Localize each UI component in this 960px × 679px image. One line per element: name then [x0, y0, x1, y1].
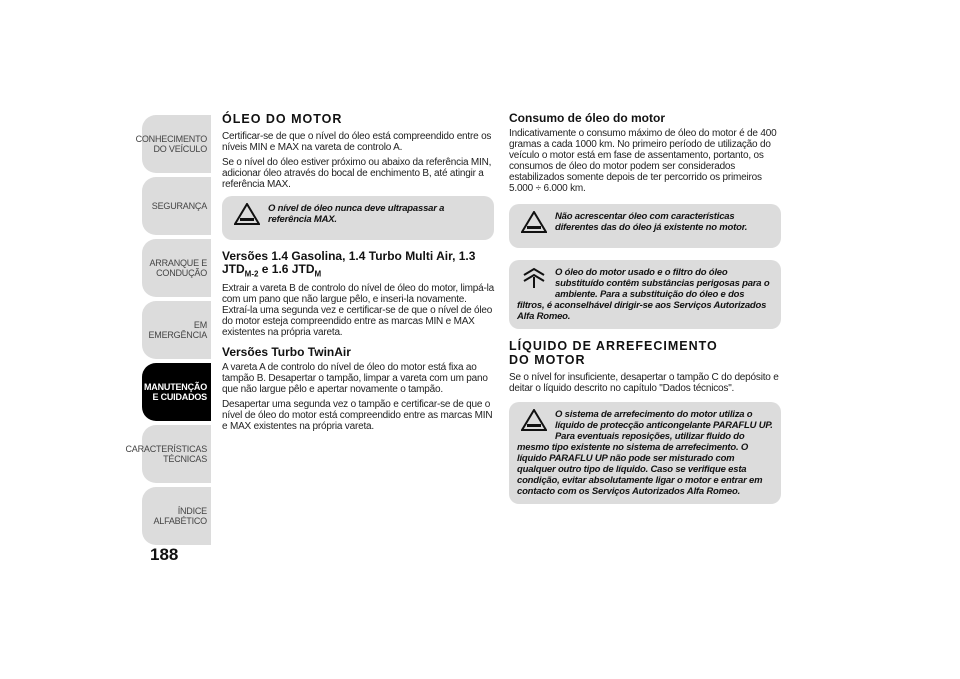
warning-note: [222, 196, 494, 240]
right-column: [509, 112, 781, 514]
tab-label: ÍNDICE ALFABÉTICO: [153, 506, 207, 526]
environment-chevron-icon: [521, 267, 547, 289]
page-number: 188: [150, 545, 179, 564]
section-title-oleo-do-motor: ÓLEO DO MOTOR: [222, 112, 343, 126]
subsection-title-twinair: Versões Turbo TwinAir: [222, 345, 351, 360]
paragraph: Se o nível do óleo estiver próximo ou abaixo da referência MIN, adicionar óleo através do bocal de enchimento B, até atingir a referência MAX.: [222, 157, 492, 190]
tab-manutencao-e-cuidados[interactable]: [142, 363, 211, 421]
tab-arranque-e-conducao[interactable]: [142, 239, 211, 297]
tab-conhecimento-do-veiculo[interactable]: [135, 115, 211, 173]
warning-note: [509, 204, 781, 248]
paragraph: Se o nível for insuficiente, desapertar o tampão C do depósito e deitar o líquido descrito no capítulo "Dados técnicos".: [509, 372, 779, 394]
paragraph: Desapertar uma segunda vez o tampão e certificar-se de que o nível de óleo do motor está compreendido entre as marcas MIN e MAX existentes na própria vareta.: [222, 399, 493, 433]
subsection-title: [222, 250, 494, 280]
paragraph: Indicativamente o consumo máximo de óleo do motor é de 400 gramas a cada 1000 km. No primeiro período de utilização do veículo o motor está em fase de assentamento, portanto, os consumos de óleo do motor podem ser considerados estabilizados somente depois de ter percorrido os primeiros 5.000 ÷ 6.000 km.: [509, 128, 777, 194]
tab-em-emergencia[interactable]: [142, 301, 211, 359]
tab-label: ARRANQUE E CONDUÇÃO: [149, 258, 207, 278]
tab-seguranca[interactable]: [142, 177, 211, 235]
section-title-liquido-arrefecimento: LÍQUIDO DE ARREFECIMENTO DO MOTOR: [509, 339, 718, 367]
warning-triangle-icon: [521, 409, 547, 431]
warning-triangle-icon: [234, 203, 260, 225]
tab-label: EM EMERGÊNCIA: [148, 320, 207, 340]
warning-triangle-icon: [521, 211, 547, 233]
paragraph: Extrair a vareta B de controlo do nível de óleo do motor, limpá-la com um pano que não largue pêlo, e inseri-la novamente. Extraí-la uma segunda vez e certificar-se de que o nível de óleo do motor esteja compreendido entre as marcas MIN e MAX existentes na própria vareta.: [222, 283, 494, 339]
warning-note: [509, 402, 781, 504]
subsection-title-text: Versões 1.4 Gasolina, 1.4 Turbo Multi Air, 1.3 JTD: [222, 249, 476, 276]
tab-label: CARACTERÍSTICAS TÉCNICAS: [125, 444, 207, 464]
subsection-title-text: e 1.6 JTD: [258, 262, 315, 276]
warning-text: O sistema de arrefecimento do motor utiliza o líquido de protecção anticongelante PARAFLU UP. Para eventuais reposições, utilizar fluido do mesmo tipo existente no sistema de arrefecimento. O líquido PARAFLU UP não pode ser misturado com qualquer outro tipo de líquido. Caso se verifique esta condição, evitar absolutamente ligar o motor e entrar em contacto com os Serviços Autorizados Alfa Romeo.: [517, 409, 773, 497]
tab-indice-alfabetico[interactable]: [142, 487, 211, 545]
subsection-title-consumo: Consumo de óleo do motor: [509, 111, 665, 125]
tab-caracteristicas-tecnicas[interactable]: [125, 425, 211, 483]
warning-text: O nível de óleo nunca deve ultrapassar a referência MAX.: [268, 203, 445, 225]
environment-text: O óleo do motor usado e o filtro do óleo substituído contêm substâncias perigosas para o ambiente. Para a substituição do óleo e dos filtros, é aconselhável dirigir-se aos Serviços Autorizados Alfa Romeo.: [517, 267, 770, 322]
subscript: M: [314, 269, 322, 279]
left-column: [222, 112, 494, 436]
tab-label: SEGURANÇA: [151, 201, 207, 211]
environment-note: [509, 260, 781, 329]
subscript: M-2: [244, 269, 259, 279]
chapter-sidebar: [125, 115, 211, 549]
paragraph: Certificar-se de que o nível do óleo está compreendido entre os níveis MIN e MAX na vareta de controlo A.: [222, 131, 492, 153]
paragraph: A vareta A de controlo do nível de óleo do motor está fixa ao tampão B. Desapertar o tampão, limpar a vareta com um pano que não largue pêlo e apertar novamente o tampão.: [222, 362, 488, 396]
warning-text: Não acrescentar óleo com características diferentes das do óleo já existente no motor.: [555, 211, 748, 233]
tab-label: MANUTENÇÃO E CUIDADOS: [144, 382, 207, 402]
tab-label: CONHECIMENTO DO VEÍCULO: [135, 134, 207, 154]
